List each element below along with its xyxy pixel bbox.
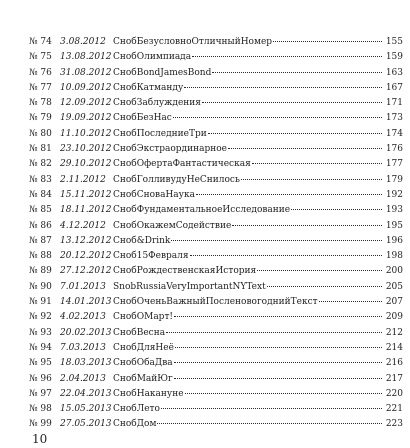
entry-page: 223 bbox=[385, 419, 403, 430]
entry-date: 18.03.2013 bbox=[60, 358, 112, 369]
entry-page: 171 bbox=[385, 98, 403, 109]
entry-title: СнобНакануне bbox=[113, 388, 184, 399]
entry-number: № 80 bbox=[29, 128, 52, 139]
entry-title: СнобВесна bbox=[113, 327, 166, 338]
entry-page: 173 bbox=[385, 113, 403, 124]
entry-page: 163 bbox=[385, 67, 403, 78]
entry-page: 209 bbox=[385, 312, 403, 323]
toc-entry bbox=[29, 280, 403, 295]
entry-page: 159 bbox=[385, 52, 403, 63]
entry-page: 216 bbox=[385, 358, 403, 369]
entry-title: SnobRussiaVeryImportantNYText bbox=[113, 281, 266, 292]
dot-leader bbox=[291, 209, 382, 210]
dot-leader bbox=[208, 133, 382, 134]
entry-title: СнобБезусловноОтличныйНомер bbox=[113, 37, 273, 47]
entry-title: СнобПоследниеТри bbox=[113, 128, 207, 139]
toc-entry bbox=[29, 356, 403, 371]
entry-date: 20.12.2012 bbox=[60, 251, 112, 262]
entry-date: 2.11.2012 bbox=[60, 174, 106, 185]
dot-leader bbox=[166, 332, 382, 333]
entry-number: № 76 bbox=[29, 67, 52, 78]
entry-number: № 81 bbox=[29, 144, 52, 155]
entry-page: 221 bbox=[385, 404, 403, 415]
entry-title: СнобМайЮг bbox=[113, 373, 173, 384]
entry-title: СнобФундаментальноеИсследование bbox=[113, 205, 291, 216]
entry-date: 23.10.2012 bbox=[60, 144, 112, 155]
entry-title: СнобРождественскаяИстория bbox=[113, 266, 257, 277]
dot-leader bbox=[157, 423, 382, 424]
entry-page: 220 bbox=[385, 388, 403, 399]
entry-page: 193 bbox=[385, 205, 403, 216]
dot-leader bbox=[174, 316, 382, 317]
entry-number: № 89 bbox=[29, 266, 52, 277]
entry-number: № 95 bbox=[29, 358, 52, 369]
toc-entry bbox=[29, 310, 403, 325]
toc-entry bbox=[29, 387, 403, 402]
dot-leader bbox=[171, 240, 382, 241]
dot-leader bbox=[173, 117, 382, 118]
entry-page: 214 bbox=[385, 342, 403, 353]
entry-date: 15.05.2013 bbox=[60, 404, 112, 415]
entry-number: № 93 bbox=[29, 327, 52, 338]
toc-entry bbox=[29, 50, 403, 65]
entry-number: № 86 bbox=[29, 220, 52, 231]
entry-page: 195 bbox=[385, 220, 403, 231]
toc-entry bbox=[29, 81, 403, 96]
entry-title: СнобОкажемСодействие bbox=[113, 220, 232, 231]
entry-page: 174 bbox=[385, 128, 403, 139]
entry-title: СнобBondJamesBond bbox=[113, 67, 212, 78]
dot-leader bbox=[319, 301, 382, 302]
entry-page: 217 bbox=[385, 373, 403, 384]
toc-entry bbox=[29, 35, 403, 50]
entry-page: 155 bbox=[385, 37, 403, 47]
entry-number: № 96 bbox=[29, 373, 52, 384]
entry-date: 29.10.2012 bbox=[60, 159, 112, 170]
entry-date: 13.12.2012 bbox=[60, 235, 112, 246]
toc-entry bbox=[29, 111, 403, 126]
dot-leader bbox=[212, 72, 382, 73]
entry-date: 31.08.2012 bbox=[60, 67, 112, 78]
entry-number: № 83 bbox=[29, 174, 52, 185]
entry-title: СнобДляНеё bbox=[113, 342, 174, 353]
toc-entry bbox=[29, 157, 403, 172]
entry-date: 11.10.2012 bbox=[60, 128, 112, 139]
entry-title: Сноб15Февраля bbox=[113, 251, 189, 262]
toc-entry bbox=[29, 203, 403, 218]
entry-title: СнобОМарт! bbox=[113, 312, 174, 323]
entry-number: № 79 bbox=[29, 113, 52, 124]
dot-leader bbox=[273, 41, 382, 42]
entry-page: 196 bbox=[385, 235, 403, 246]
entry-page: 207 bbox=[385, 297, 403, 308]
entry-date: 22.04.2013 bbox=[60, 388, 112, 399]
entry-title: СнобОченьВажныйПосленовогоднийТекст bbox=[113, 297, 318, 308]
entry-date: 2.04.2013 bbox=[60, 373, 106, 384]
entry-number: № 99 bbox=[29, 419, 52, 430]
entry-title: СнобБезНас bbox=[113, 113, 172, 124]
entry-number: № 77 bbox=[29, 82, 52, 93]
toc-entry bbox=[29, 66, 403, 81]
entry-date: 13.08.2012 bbox=[60, 52, 112, 63]
dot-leader bbox=[174, 362, 382, 363]
toc-entry bbox=[29, 264, 403, 279]
entry-number: № 98 bbox=[29, 404, 52, 415]
toc-entry bbox=[29, 295, 403, 310]
entry-number: № 92 bbox=[29, 312, 52, 323]
entry-number: № 84 bbox=[29, 189, 52, 200]
dot-leader bbox=[175, 347, 382, 348]
dot-leader bbox=[252, 163, 382, 164]
dot-leader bbox=[190, 255, 382, 256]
toc-entry bbox=[29, 372, 403, 387]
dot-leader bbox=[196, 194, 382, 195]
dot-leader bbox=[257, 270, 382, 271]
toc-entry bbox=[29, 127, 403, 142]
entry-title: СнобОлимпиада bbox=[113, 52, 192, 63]
entry-number: № 88 bbox=[29, 251, 52, 262]
entry-title: СнобОбаДва bbox=[113, 358, 173, 369]
entry-title: СнобКатманду bbox=[113, 82, 184, 93]
entry-page: 167 bbox=[385, 82, 403, 93]
dot-leader bbox=[202, 102, 382, 103]
entry-page: 212 bbox=[385, 327, 403, 338]
entry-page: 176 bbox=[385, 144, 403, 155]
entry-date: 10.09.2012 bbox=[60, 82, 112, 93]
entry-page: 205 bbox=[385, 281, 403, 292]
entry-page: 200 bbox=[385, 266, 403, 277]
entry-number: № 82 bbox=[29, 159, 52, 170]
entry-title: СнобЛето bbox=[113, 404, 160, 415]
dot-leader bbox=[185, 393, 382, 394]
entry-number: № 90 bbox=[29, 281, 52, 292]
entry-date: 7.01.2013 bbox=[60, 281, 106, 292]
entry-title: Сноб&Drink bbox=[113, 235, 171, 246]
entry-date: 4.02.2013 bbox=[60, 312, 106, 323]
entry-number: № 78 bbox=[29, 98, 52, 109]
dot-leader bbox=[267, 286, 382, 287]
dot-leader bbox=[228, 148, 382, 149]
entry-date: 18.11.2012 bbox=[60, 205, 112, 216]
entry-date: 19.09.2012 bbox=[60, 113, 112, 124]
dot-leader bbox=[241, 179, 382, 180]
page-number: 10 bbox=[32, 432, 48, 446]
entry-date: 3.08.2012 bbox=[60, 37, 106, 47]
toc-entry bbox=[29, 96, 403, 111]
dot-leader bbox=[232, 225, 382, 226]
dot-leader bbox=[174, 378, 382, 379]
entry-date: 7.03.2013 bbox=[60, 342, 106, 353]
entry-number: № 75 bbox=[29, 52, 52, 63]
entry-number: № 85 bbox=[29, 205, 52, 216]
entry-page: 177 bbox=[385, 159, 403, 170]
entry-title: СнобСноваНаука bbox=[113, 189, 195, 200]
entry-title: СнобДом bbox=[113, 419, 157, 430]
entry-title: СнобЗаблуждения bbox=[113, 98, 201, 109]
entry-date: 15.11.2012 bbox=[60, 189, 112, 200]
entry-number: № 74 bbox=[29, 37, 52, 47]
toc-entry bbox=[29, 173, 403, 188]
entry-number: № 97 bbox=[29, 388, 52, 399]
toc-entry bbox=[29, 219, 403, 234]
toc-entry bbox=[29, 234, 403, 249]
entry-date: 12.09.2012 bbox=[60, 98, 112, 109]
entry-number: № 94 bbox=[29, 342, 52, 353]
entry-date: 27.05.2013 bbox=[60, 419, 112, 430]
dot-leader bbox=[192, 56, 382, 57]
entry-page: 198 bbox=[385, 251, 403, 262]
entry-page: 192 bbox=[385, 189, 403, 200]
entry-title: СнобОфертаФантастическая bbox=[113, 159, 251, 170]
entry-number: № 87 bbox=[29, 235, 52, 246]
entry-page: 179 bbox=[385, 174, 403, 185]
entry-date: 14.01.2013 bbox=[60, 297, 112, 308]
entry-date: 27.12.2012 bbox=[60, 266, 112, 277]
entry-title: СнобГолливудуНеСнилось bbox=[113, 174, 240, 185]
entry-title: СнобЭкстраординарное bbox=[113, 144, 227, 155]
toc-entry bbox=[29, 341, 403, 356]
toc-entry bbox=[29, 326, 403, 341]
toc-entry bbox=[29, 402, 403, 417]
toc-entry bbox=[29, 142, 403, 157]
table-of-contents bbox=[29, 35, 403, 433]
dot-leader bbox=[184, 87, 382, 88]
dot-leader bbox=[161, 408, 382, 409]
toc-entry bbox=[29, 188, 403, 203]
entry-number: № 91 bbox=[29, 297, 52, 308]
entry-date: 20.02.2013 bbox=[60, 327, 112, 338]
toc-entry bbox=[29, 417, 403, 432]
toc-entry bbox=[29, 249, 403, 264]
entry-date: 4.12.2012 bbox=[60, 220, 106, 231]
